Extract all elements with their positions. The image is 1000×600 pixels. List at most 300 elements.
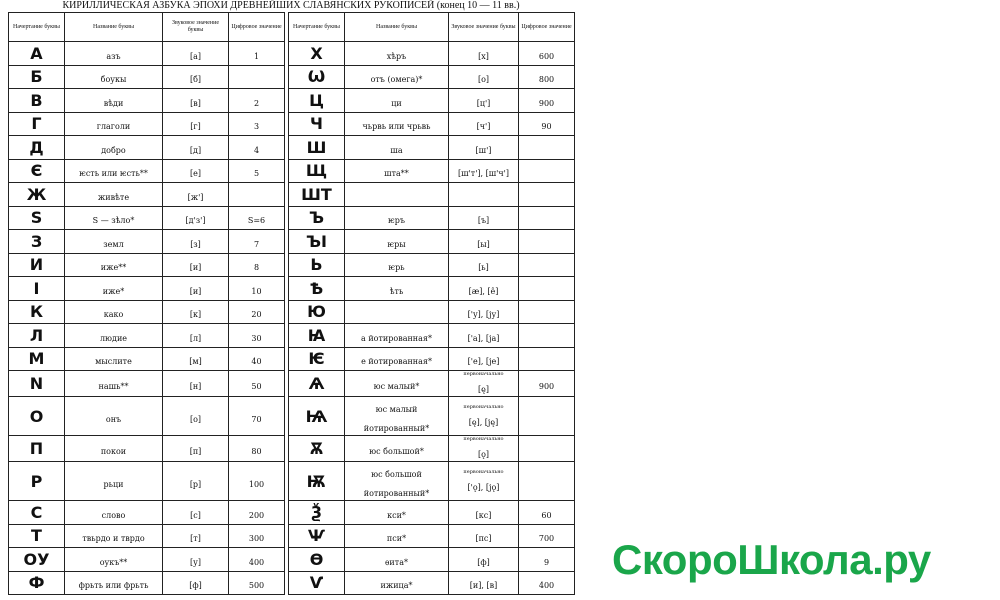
letter-glyph xyxy=(289,300,345,324)
table-row xyxy=(9,112,575,136)
letter-number xyxy=(229,230,285,254)
letter-glyph xyxy=(9,253,65,277)
letter-name xyxy=(65,571,163,595)
letter-number-text: 60 xyxy=(541,510,552,520)
sound-value: [л] xyxy=(189,333,202,343)
header-name: Название буквы xyxy=(65,13,163,42)
letter-name-text: азъ xyxy=(106,51,121,61)
letter-sound xyxy=(163,324,229,348)
letter-name xyxy=(345,136,449,160)
letter-sound xyxy=(163,300,229,324)
letter-number xyxy=(229,159,285,183)
letter-number xyxy=(519,347,575,371)
letter-name-text: живѣте xyxy=(97,192,130,202)
letter-sound xyxy=(449,397,519,436)
table-row xyxy=(9,548,575,572)
letter-number xyxy=(229,501,285,525)
letter-glyph xyxy=(289,501,345,525)
letter-glyph xyxy=(289,183,345,207)
sound-value: [а] xyxy=(189,51,201,61)
letter-glyph-text: Ш xyxy=(306,137,327,157)
letter-sound xyxy=(163,371,229,397)
sound-value: [ы] xyxy=(477,239,490,249)
letter-number-text: 10 xyxy=(251,286,262,296)
letter-glyph xyxy=(9,501,65,525)
letter-number xyxy=(229,300,285,324)
letter-name-text: юс малый* xyxy=(373,382,420,391)
letter-name-text: боукы xyxy=(100,75,127,85)
letter-glyph-text: Ѱ xyxy=(307,526,326,546)
letter-glyph-text: Г xyxy=(31,114,42,134)
letter-number xyxy=(519,548,575,572)
sound-value: [с] xyxy=(190,510,201,520)
letter-name-text: ижица* xyxy=(380,581,413,591)
letter-name xyxy=(65,462,163,501)
letter-name-text: пси* xyxy=(386,534,407,544)
letter-number-text: 400 xyxy=(538,581,555,591)
letter-sound xyxy=(163,206,229,230)
table-row xyxy=(9,253,575,277)
letter-name xyxy=(345,277,449,301)
letter-number xyxy=(519,462,575,501)
letter-number-text: 800 xyxy=(538,75,555,85)
letter-name-text: како xyxy=(103,310,124,320)
brand-logo: СкороШкола.ру xyxy=(612,536,931,583)
letter-name xyxy=(345,436,449,462)
sound-value: [ъ] xyxy=(477,216,490,226)
letter-glyph-text: З xyxy=(30,231,43,251)
letter-glyph-text: Б xyxy=(30,67,43,87)
letter-name xyxy=(345,397,449,436)
letter-glyph-text: Ц xyxy=(309,90,324,110)
sound-value: [ę] xyxy=(478,385,489,394)
letter-number-text: 8 xyxy=(253,263,260,273)
sound-note: первоначально xyxy=(463,371,504,377)
letter-name xyxy=(65,159,163,183)
table-row xyxy=(9,501,575,525)
letter-sound xyxy=(163,524,229,548)
letter-sound xyxy=(449,42,519,66)
letter-sound xyxy=(449,347,519,371)
letter-number-text: 70 xyxy=(251,414,262,424)
letter-glyph-text: П xyxy=(29,439,44,458)
letter-name xyxy=(65,136,163,160)
letter-number xyxy=(229,206,285,230)
sound-note: первоначально xyxy=(463,468,504,475)
letter-glyph-text: А xyxy=(30,43,43,63)
table-row xyxy=(9,136,575,160)
letter-name-text: юс большой* xyxy=(369,447,424,456)
letter-name xyxy=(65,324,163,348)
letter-sound xyxy=(449,371,519,397)
sound-value: [д'з'] xyxy=(185,216,206,226)
letter-glyph xyxy=(9,571,65,595)
letter-number-text: 200 xyxy=(248,510,265,520)
letter-name xyxy=(65,42,163,66)
letter-number-text: S=6 xyxy=(247,216,266,226)
letter-name-text: юс большой йотированный* xyxy=(363,470,430,498)
letter-number-text: 3 xyxy=(253,122,260,132)
header-name: Название буквы xyxy=(345,13,449,42)
letter-name-text: фрьть или фрьть xyxy=(78,581,149,591)
letter-glyph-text: Є xyxy=(30,161,43,181)
letter-glyph-text: Р xyxy=(30,471,43,491)
letter-name-text: оукъ** xyxy=(99,557,128,567)
letter-glyph-text: Ю xyxy=(307,302,326,322)
letter-number xyxy=(519,136,575,160)
letter-name-text: глаголи xyxy=(96,122,131,132)
letter-name-text: вѣди xyxy=(103,98,124,108)
letter-glyph xyxy=(289,89,345,113)
letter-glyph-text: Ъ xyxy=(308,208,325,228)
letter-name xyxy=(345,253,449,277)
letter-number xyxy=(519,183,575,207)
letter-name-text: ша xyxy=(390,145,403,155)
header-sound: Звуковое значение буквы xyxy=(449,13,519,42)
letter-name xyxy=(65,112,163,136)
letter-name-text: земл xyxy=(103,239,124,249)
letter-glyph xyxy=(289,42,345,66)
table-header-row xyxy=(9,13,575,42)
letter-name-text: ѥръ xyxy=(388,216,405,226)
header-sound: Звуковое значение буквы xyxy=(163,13,229,42)
letter-glyph-text: Ь xyxy=(310,255,323,275)
letter-glyph-text: Ѳ xyxy=(309,549,324,569)
letter-number xyxy=(519,159,575,183)
letter-name-text: ѣть xyxy=(389,286,404,296)
letter-number xyxy=(519,206,575,230)
letter-glyph-text: Ч xyxy=(310,114,323,134)
sound-value: [з] xyxy=(190,239,201,249)
sound-value: [æ], [ê] xyxy=(468,286,499,296)
letter-name-text: онъ xyxy=(105,414,122,424)
letter-glyph xyxy=(9,436,65,462)
letter-number xyxy=(229,371,285,397)
letter-name-text: добро xyxy=(101,145,126,155)
sound-value: [д] xyxy=(189,145,202,155)
letter-glyph-text: С xyxy=(30,502,43,522)
letter-number-text: 2 xyxy=(253,98,260,108)
letter-sound xyxy=(163,462,229,501)
letter-glyph-text: К xyxy=(29,302,44,322)
letter-number-text: 40 xyxy=(251,357,262,367)
letter-glyph-text: ОУ xyxy=(23,549,50,569)
letter-number xyxy=(229,136,285,160)
sound-value: [ж'] xyxy=(187,192,204,202)
letter-glyph-text: Ж xyxy=(26,184,47,204)
sound-value: [к] xyxy=(189,310,202,320)
letter-glyph xyxy=(9,136,65,160)
letter-number-text: 400 xyxy=(248,557,265,567)
letter-number xyxy=(519,300,575,324)
letter-sound xyxy=(449,183,519,207)
table-row xyxy=(9,159,575,183)
sound-value: [х] xyxy=(478,51,489,61)
letter-sound xyxy=(163,112,229,136)
letter-sound xyxy=(163,230,229,254)
letter-name xyxy=(65,436,163,462)
letter-name-text: е йотированная* xyxy=(361,357,432,367)
letter-glyph xyxy=(289,436,345,462)
letter-number xyxy=(229,524,285,548)
letter-number xyxy=(519,42,575,66)
letter-name xyxy=(65,230,163,254)
letter-glyph xyxy=(289,206,345,230)
letter-number xyxy=(229,397,285,436)
letter-sound xyxy=(449,548,519,572)
letter-number xyxy=(229,347,285,371)
letter-sound xyxy=(449,524,519,548)
sound-value: [р] xyxy=(189,479,202,489)
table-row xyxy=(9,206,575,230)
letter-glyph-text: М xyxy=(28,349,45,369)
letter-name-text: ѥрь xyxy=(388,263,405,273)
letter-glyph xyxy=(9,397,65,436)
sound-value: [в] xyxy=(190,98,201,108)
letter-glyph xyxy=(9,206,65,230)
letter-glyph-text: Ф xyxy=(28,573,45,593)
letter-glyph xyxy=(289,397,345,436)
letter-name xyxy=(65,371,163,397)
sound-value: [п] xyxy=(189,447,202,456)
letter-glyph-text: Ѕ xyxy=(30,208,43,228)
letter-name-text: ци xyxy=(391,98,402,108)
letter-glyph xyxy=(289,571,345,595)
table-row xyxy=(9,89,575,113)
sound-note: первоначально xyxy=(463,403,504,410)
table-row xyxy=(9,436,575,462)
letter-name xyxy=(345,112,449,136)
letter-glyph-text: І xyxy=(33,278,40,298)
letter-name-text: а йотированная* xyxy=(361,333,432,343)
letter-name-text: ѥры xyxy=(387,239,406,249)
letter-sound xyxy=(163,277,229,301)
letter-number xyxy=(229,462,285,501)
letter-name-text: S — зѣло* xyxy=(92,216,135,226)
letter-glyph xyxy=(289,548,345,572)
letter-glyph xyxy=(9,112,65,136)
letter-glyph-text: Д xyxy=(29,137,44,157)
letter-glyph xyxy=(289,230,345,254)
letter-number xyxy=(229,277,285,301)
sound-value: [ь] xyxy=(478,263,489,273)
letter-glyph xyxy=(9,65,65,89)
letter-glyph xyxy=(289,253,345,277)
letter-glyph xyxy=(9,159,65,183)
letter-glyph-text: Ѵ xyxy=(309,573,324,593)
header-value: Цифровое значение xyxy=(519,13,575,42)
sound-value: [е] xyxy=(190,169,201,179)
letter-name xyxy=(345,42,449,66)
sound-value: [у] xyxy=(190,557,201,567)
letter-name xyxy=(345,347,449,371)
letter-sound xyxy=(163,253,229,277)
letter-number xyxy=(229,324,285,348)
letter-number-text: 4 xyxy=(253,145,260,155)
letter-number-text: 700 xyxy=(538,534,555,544)
letter-sound xyxy=(163,159,229,183)
letter-glyph xyxy=(289,112,345,136)
letter-glyph-text: Ѫ xyxy=(309,439,324,458)
letter-name-text: ѥсть или ѥсть** xyxy=(79,169,148,179)
letter-sound xyxy=(449,462,519,501)
sound-value: ['е], [jе] xyxy=(467,357,500,367)
sound-value: [ф] xyxy=(477,557,490,567)
letter-number xyxy=(229,112,285,136)
letter-number xyxy=(519,277,575,301)
letter-name xyxy=(345,548,449,572)
sound-value: [о] xyxy=(189,414,202,424)
letter-number xyxy=(519,112,575,136)
letter-name xyxy=(65,183,163,207)
letter-glyph xyxy=(289,524,345,548)
letter-name xyxy=(65,524,163,548)
table-row xyxy=(9,462,575,501)
letter-name xyxy=(345,89,449,113)
letter-sound xyxy=(163,501,229,525)
sound-value: [пс] xyxy=(475,534,492,544)
sound-value: [ц'] xyxy=(476,98,491,108)
letter-sound xyxy=(449,136,519,160)
letter-name xyxy=(65,347,163,371)
letter-number xyxy=(229,183,285,207)
letter-glyph-text: Ѣ xyxy=(309,278,324,298)
letter-glyph-text: Т xyxy=(31,526,42,546)
letter-number-text: 30 xyxy=(251,333,262,343)
table-row xyxy=(9,300,575,324)
letter-glyph xyxy=(9,371,65,397)
letter-sound xyxy=(449,571,519,595)
letter-name xyxy=(345,324,449,348)
letter-name xyxy=(65,548,163,572)
letter-name-text: хѣръ xyxy=(386,51,407,61)
letter-number xyxy=(519,501,575,525)
letter-name xyxy=(345,230,449,254)
letter-glyph xyxy=(289,159,345,183)
sound-value: ['ǫ], [jǫ] xyxy=(467,482,500,492)
sound-value: [г] xyxy=(190,122,201,132)
letter-glyph-text: Ѭ xyxy=(306,471,327,491)
letter-sound xyxy=(449,501,519,525)
letter-glyph-text: В xyxy=(30,90,43,110)
letter-glyph xyxy=(9,347,65,371)
letter-number-text: 7 xyxy=(253,239,260,249)
letter-sound xyxy=(449,253,519,277)
letter-glyph xyxy=(289,462,345,501)
header-value: Цифровое значение xyxy=(229,13,285,42)
letter-glyph xyxy=(9,230,65,254)
letter-number xyxy=(519,89,575,113)
letter-number xyxy=(229,436,285,462)
letter-glyph xyxy=(289,136,345,160)
sound-value: [ф] xyxy=(189,581,202,591)
table-row xyxy=(9,347,575,371)
sound-value: [ш'т'], [ш'ч'] xyxy=(458,169,509,179)
letter-sound xyxy=(163,571,229,595)
sound-value: [м] xyxy=(189,357,202,367)
letter-number-text: 100 xyxy=(248,479,265,489)
letter-sound xyxy=(163,436,229,462)
letter-name xyxy=(65,206,163,230)
letter-sound xyxy=(449,206,519,230)
letter-glyph xyxy=(9,300,65,324)
letter-glyph xyxy=(9,548,65,572)
letter-name xyxy=(345,65,449,89)
table-row xyxy=(9,277,575,301)
letter-glyph xyxy=(9,462,65,501)
letter-glyph-text: И xyxy=(29,255,44,275)
letter-name xyxy=(65,253,163,277)
letter-name-text: ѳита* xyxy=(385,557,408,567)
letter-number-text: 600 xyxy=(538,51,555,61)
letter-number-text: 90 xyxy=(541,122,552,132)
letter-glyph xyxy=(9,42,65,66)
letter-glyph xyxy=(289,65,345,89)
letter-number-text: 900 xyxy=(538,382,555,391)
letter-glyph-text: Ѩ xyxy=(305,406,328,426)
sound-value: [т] xyxy=(190,534,201,544)
letter-name-text: покои xyxy=(100,447,127,456)
letter-glyph xyxy=(9,324,65,348)
letter-name xyxy=(345,462,449,501)
sound-value: [ш'] xyxy=(475,145,492,155)
letter-number xyxy=(229,548,285,572)
letter-name xyxy=(345,159,449,183)
letter-number xyxy=(229,253,285,277)
letter-name xyxy=(345,371,449,397)
sound-value: [и] xyxy=(189,286,202,296)
table-row xyxy=(9,183,575,207)
letter-number-text: 300 xyxy=(248,534,265,544)
sound-value: [н] xyxy=(189,382,202,391)
letter-sound xyxy=(449,300,519,324)
letter-glyph xyxy=(289,324,345,348)
letter-glyph-text: Л xyxy=(29,325,44,345)
header-glyph: Начертание буквы xyxy=(9,13,65,42)
table-row xyxy=(9,42,575,66)
letter-name xyxy=(65,277,163,301)
table-row xyxy=(9,524,575,548)
letter-name-text: твьрдо и тврдо xyxy=(82,534,145,544)
letter-name-text: рьци xyxy=(103,479,124,489)
letter-name-text: иже* xyxy=(102,286,125,296)
sound-value: [о] xyxy=(477,75,490,85)
letter-name xyxy=(345,571,449,595)
letter-glyph xyxy=(289,347,345,371)
letter-glyph-text: Ꙗ xyxy=(307,325,326,345)
letter-name-text: юс малый йотированный* xyxy=(363,405,430,433)
letter-glyph xyxy=(9,89,65,113)
letter-sound xyxy=(163,136,229,160)
letter-glyph xyxy=(289,277,345,301)
letter-sound xyxy=(449,159,519,183)
letter-name-text: нашь** xyxy=(98,382,129,391)
letter-glyph-text: ШТ xyxy=(301,184,332,204)
letter-name xyxy=(345,300,449,324)
letter-number-text: 1 xyxy=(253,51,260,61)
letter-number xyxy=(519,397,575,436)
letter-name-text: иже** xyxy=(100,263,127,273)
letter-glyph xyxy=(9,524,65,548)
letter-number xyxy=(229,89,285,113)
sound-value: [ę], [ję] xyxy=(468,417,499,427)
letter-glyph xyxy=(9,183,65,207)
letter-number xyxy=(519,571,575,595)
letter-sound xyxy=(163,347,229,371)
letter-name-text: чьрвь или чрьвь xyxy=(362,122,431,132)
sound-value: [ч'] xyxy=(476,122,491,132)
table-row xyxy=(9,230,575,254)
